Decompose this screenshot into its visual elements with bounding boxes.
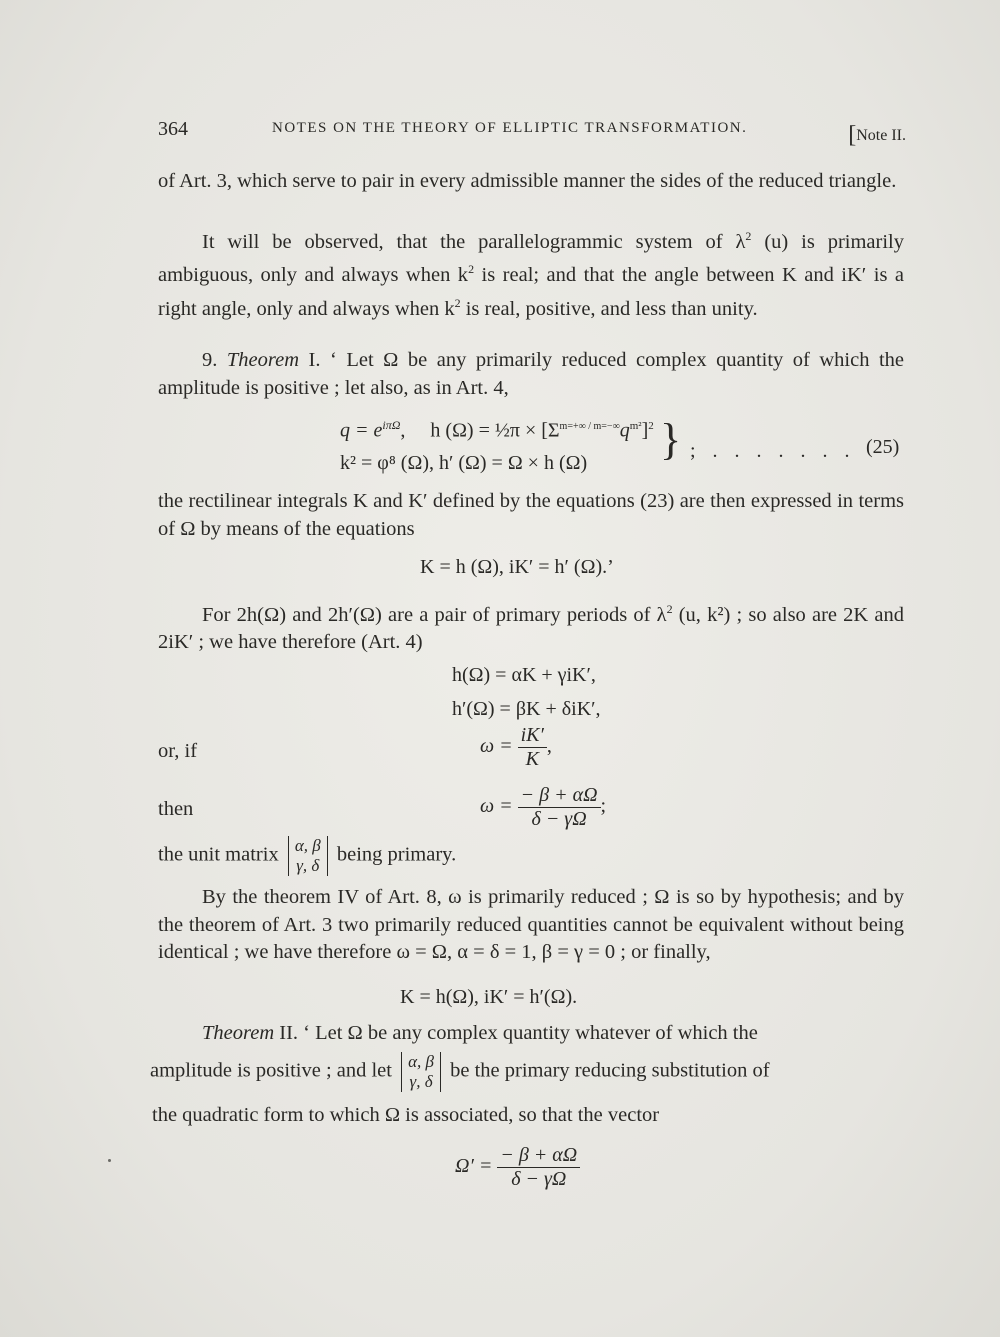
equation-number-25: (25) — [866, 436, 900, 458]
paragraph-theorem-1: 9. Theorem I. ‘ Let Ω be any primarily reduced complex quantity of which the amplitude is positive ; let also, as in Art. 4, — [158, 349, 905, 399]
equation-25-line-2: k² = φ⁸ (Ω), h′ (Ω) = Ω × h (Ω) — [340, 452, 588, 474]
unit-matrix-line: the unit matrix α, β γ, δ being primary. — [158, 836, 457, 875]
equation-brace: } — [660, 415, 682, 464]
reducing-substitution-matrix: α, β γ, δ — [401, 1052, 441, 1092]
note-label: [Note II. — [848, 122, 906, 148]
equation-k: K = h (Ω), iK′ = h′ (Ω).’ — [420, 556, 614, 578]
paragraph-theorem-2: Theorem II. ‘ Let Ω be any complex quantity whatever of which the — [202, 1022, 758, 1044]
theorem-2-line-3: the quadratic form to which Ω is associated, so that the vector — [152, 1104, 660, 1126]
equation-omega-prime: Ω′ = $\frac{- \beta + \alpha\Omega}{\delta - \gamma\Omega}$ — [455, 1144, 580, 1191]
then-label: then — [158, 798, 194, 820]
equation-25-line-1: $q = e^{i\pi\Omega}$, h (Ω) = ½π × $[\Sigma^{m=+\infty / m=-\infty}q^{m^2}]^2$ — [340, 418, 654, 442]
or-if-label: or, if — [158, 740, 198, 762]
theorem-2-line-2: amplitude is positive ; and let α, β γ, δ be the primary reducing substitution of — [150, 1052, 770, 1091]
equation-final: K = h(Ω), iK′ = h′(Ω). — [400, 986, 578, 1008]
paragraph-4: the rectilinear integrals K and K′ defined by the equations (23) are then expressed in terms of Ω by means of the equations — [158, 490, 904, 540]
paragraph-2: It will be observed, that the parallelogrammic system of $\lambda^2$ (u) is primarily ambiguous, only and always when $k^2$ is real; and that the angle between K and iK′ is a right angle, only and always when $k^2$ is real, positive, and less than unity. — [158, 229, 904, 320]
running-title: NOTES ON THE THEORY OF ELLIPTIC TRANSFORMATION. — [272, 120, 748, 136]
running-header — [158, 118, 906, 148]
equation-h2: h′(Ω) = βK + δiK′, — [452, 698, 601, 720]
equation-h1: h(Ω) = αK + γiK′, — [452, 664, 596, 686]
equation-25-dots: ; . . . . . . . — [690, 440, 856, 462]
paper-speck — [108, 1159, 111, 1162]
equation-omega-1: ω = $\frac{iK'}{K}$ , — [480, 724, 552, 770]
unit-matrix: α, β γ, δ — [288, 836, 328, 876]
paragraph-5: For 2h(Ω) and 2h′(Ω) are a pair of primary periods of $\lambda^2$ (u, k²) ; so also are 2K and 2iK′ ; we have therefore (Art. 4) — [158, 602, 904, 654]
paragraph-6: By the theorem IV of Art. 8, ω is primarily reduced ; Ω is so by hypothesis; and by the theorem of Art. 3 two primarily reduced quantities cannot be equivalent without being identical ; we have therefore ω = Ω, α = δ = 1, β = γ = 0 ; or finally, — [158, 886, 904, 963]
paragraph-1: of Art. 3, which serve to pair in every admissible manner the sides of the reduced triangle. — [158, 170, 897, 192]
page-number: 364 — [158, 118, 188, 140]
equation-omega-2: ω = $\frac{- \beta + \alpha\Omega}{\delta - \gamma\Omega}$ ; — [480, 784, 607, 830]
